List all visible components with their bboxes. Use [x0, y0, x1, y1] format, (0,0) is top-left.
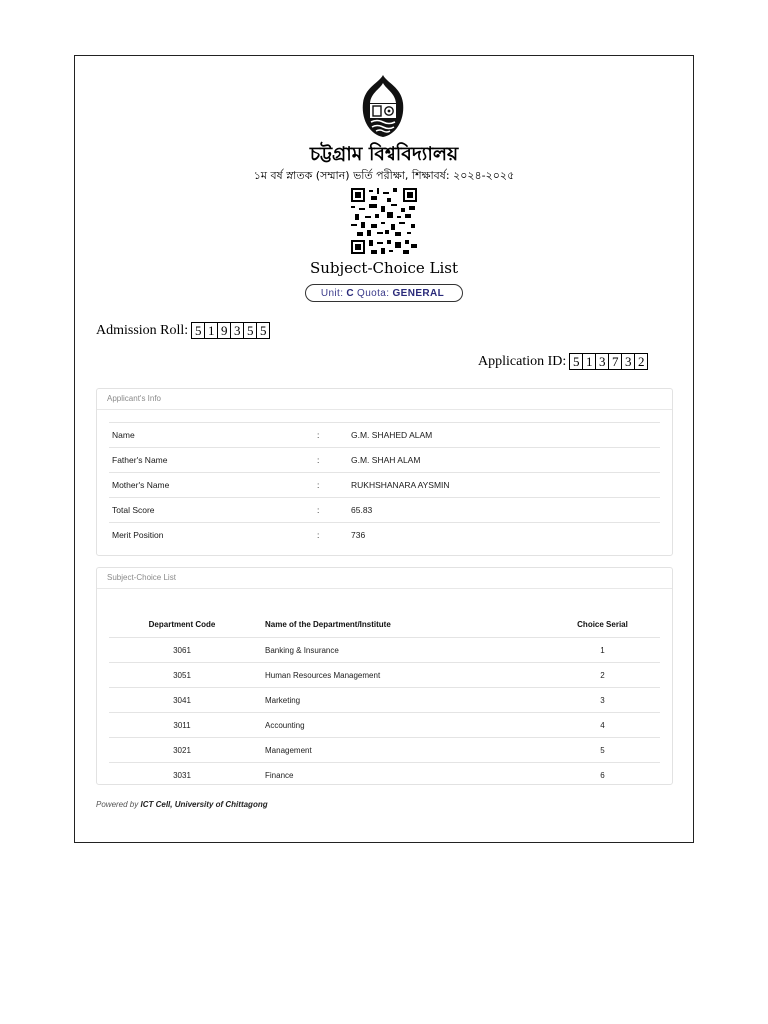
roll-digit: 5 — [256, 322, 270, 339]
info-row-mother-name — [109, 472, 660, 497]
roll-digit: 3 — [230, 322, 244, 339]
roll-digit: 5 — [191, 322, 205, 339]
applicant-info-card — [96, 388, 673, 556]
department-name: Finance — [265, 770, 294, 780]
info-value: 736 — [351, 530, 366, 540]
admission-roll-label: Admission Roll: — [96, 322, 189, 338]
info-value: RUKHSHANARA AYSMIN — [351, 480, 450, 490]
department-code: 3031 — [173, 770, 191, 780]
info-separator: : — [317, 505, 320, 515]
exam-session-line: ১ম বর্ষ স্নাতক (সম্মান) ভর্তি পরীক্ষা, শিক্ষাবর্ষ: ২০২৪-২০২৫ — [253, 169, 515, 182]
table-row — [109, 712, 660, 737]
roll-digit: 9 — [217, 322, 231, 339]
info-separator: : — [317, 480, 320, 490]
subject-choice-heading: Subject-Choice List — [97, 568, 672, 589]
info-label: Mother's Name — [112, 480, 170, 490]
applicant-info-heading: Applicant's Info — [97, 389, 672, 410]
column-header-serial: Choice Serial — [577, 619, 628, 629]
department-code: 3021 — [173, 745, 191, 755]
table-row — [109, 737, 660, 762]
department-name: Accounting — [265, 720, 305, 730]
roll-digit: 5 — [243, 322, 257, 339]
department-code: 3051 — [173, 670, 191, 680]
admission-roll — [96, 322, 270, 339]
document-title: Subject-Choice List — [309, 259, 459, 277]
choice-serial: 5 — [600, 745, 605, 755]
department-name: Banking & Insurance — [265, 645, 339, 655]
info-value: G.M. SHAH ALAM — [351, 455, 421, 465]
info-row-name — [109, 422, 660, 447]
info-label: Father's Name — [112, 455, 168, 465]
choice-serial: 1 — [600, 645, 605, 655]
choice-serial: 4 — [600, 720, 605, 730]
table-row — [109, 662, 660, 687]
department-name: Management — [265, 745, 312, 755]
unit-value: C — [346, 287, 355, 299]
choice-serial: 3 — [600, 695, 605, 705]
app-id-digit: 5 — [569, 353, 583, 370]
quota-value: GENERAL — [392, 287, 445, 299]
quota-label: Quota: — [357, 287, 390, 299]
info-label: Name — [112, 430, 135, 440]
department-code: 3061 — [173, 645, 191, 655]
info-row-merit-position — [109, 522, 660, 547]
info-separator: : — [317, 530, 320, 540]
info-row-father-name — [109, 447, 660, 472]
application-id-label: Application ID: — [478, 353, 567, 369]
choice-serial: 2 — [600, 670, 605, 680]
info-separator: : — [317, 430, 320, 440]
department-name: Human Resources Management — [265, 670, 381, 680]
subject-choice-card — [96, 567, 673, 785]
table-row — [109, 687, 660, 712]
info-value: 65.83 — [351, 505, 373, 515]
subject-choice-table — [109, 611, 660, 787]
department-code: 3041 — [173, 695, 191, 705]
powered-by-label: Powered by — [96, 800, 139, 809]
app-id-digit: 3 — [621, 353, 635, 370]
department-code: 3011 — [173, 720, 191, 730]
column-header-code: Department Code — [148, 619, 216, 629]
department-name: Marketing — [265, 695, 301, 705]
table-row — [109, 637, 660, 662]
application-id — [478, 353, 648, 370]
info-row-total-score — [109, 497, 660, 522]
info-separator: : — [317, 455, 320, 465]
column-header-department: Name of the Department/Institute — [265, 619, 391, 629]
qr-code-icon — [351, 188, 417, 254]
footer-credit — [96, 800, 268, 809]
university-emblem-icon — [361, 73, 405, 139]
powered-by-org: ICT Cell, University of Chittagong — [140, 800, 268, 809]
roll-digit: 1 — [204, 322, 218, 339]
table-header-row — [109, 611, 660, 637]
unit-quota-badge — [305, 284, 463, 302]
app-id-digit: 3 — [595, 353, 609, 370]
unit-label: Unit: — [320, 287, 344, 299]
app-id-digit: 7 — [608, 353, 622, 370]
choice-serial: 6 — [600, 770, 605, 780]
info-value: G.M. SHAHED ALAM — [351, 430, 433, 440]
info-label: Total Score — [112, 505, 155, 515]
table-row — [109, 762, 660, 787]
info-label: Merit Position — [112, 530, 164, 540]
applicant-info-table — [109, 422, 660, 547]
app-id-digit: 2 — [634, 353, 648, 370]
app-id-digit: 1 — [582, 353, 596, 370]
university-name: চট্টগ্রাম বিশ্ববিদ্যালয় — [309, 143, 459, 165]
